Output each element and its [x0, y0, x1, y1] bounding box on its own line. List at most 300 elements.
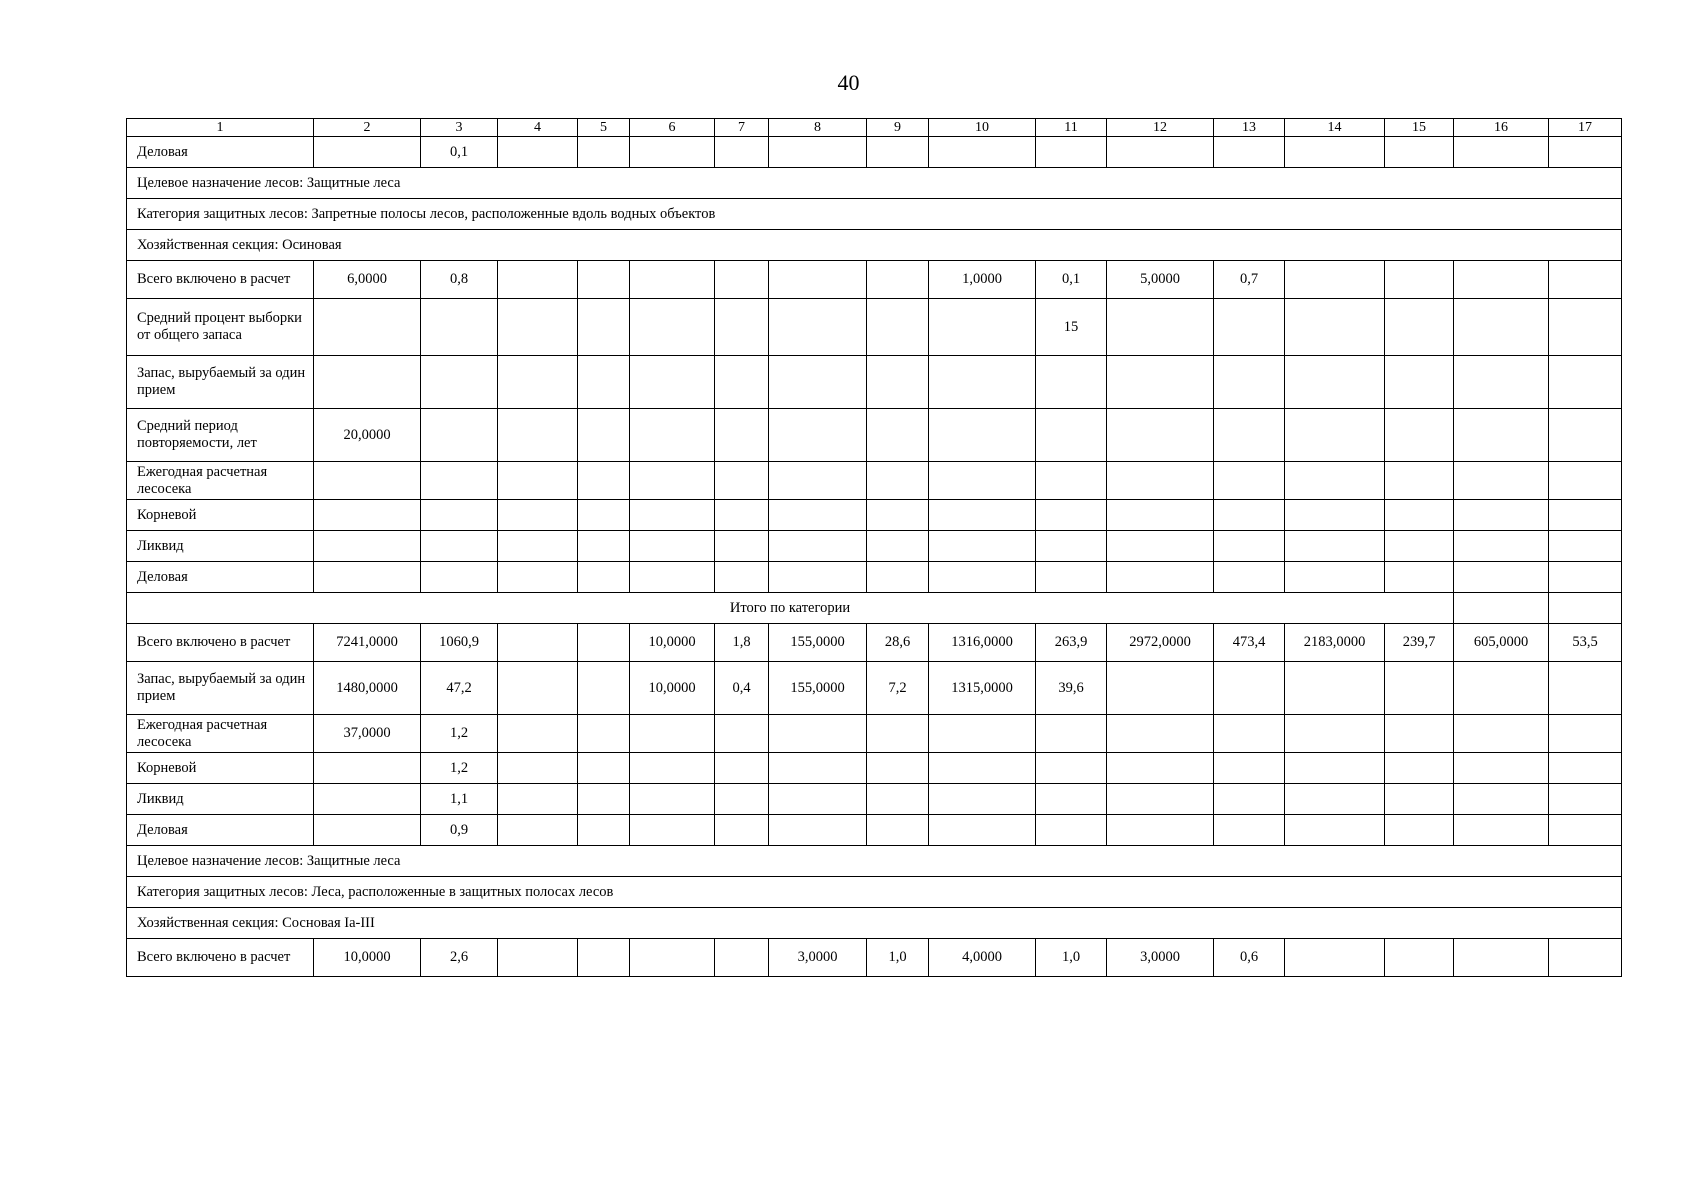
table-cell: [1107, 356, 1214, 409]
table-cell: [1454, 939, 1549, 977]
table-cell: [314, 753, 421, 784]
column-number-cell: 17: [1549, 119, 1622, 137]
column-number-cell: 15: [1385, 119, 1454, 137]
table-cell: [498, 562, 578, 593]
table-cell: [1285, 562, 1385, 593]
section-heading: Категория защитных лесов: Запретные полосы лесов, расположенные вдоль водных объектов: [127, 199, 1622, 230]
section-heading: Целевое назначение лесов: Защитные леса: [127, 846, 1622, 877]
table-cell: [769, 261, 867, 299]
table-cell: [1385, 356, 1454, 409]
row-label: Ежегодная расчетная лесосека: [127, 462, 314, 500]
table-cell: [314, 562, 421, 593]
table-cell: [1036, 500, 1107, 531]
table-cell: [929, 462, 1036, 500]
page-number: 40: [837, 70, 860, 95]
table-cell: [498, 531, 578, 562]
table-cell: [1454, 137, 1549, 168]
table-cell: [769, 815, 867, 846]
table-cell: 10,0000: [630, 624, 715, 662]
table-cell: [1549, 939, 1622, 977]
table-cell: [867, 531, 929, 562]
table-cell: [1285, 299, 1385, 356]
table-cell: [1036, 784, 1107, 815]
table-cell: [1549, 562, 1622, 593]
table-cell: [1214, 784, 1285, 815]
table-cell: 1060,9: [421, 624, 498, 662]
table-cell: [1214, 531, 1285, 562]
table-cell: 239,7: [1385, 624, 1454, 662]
section-heading-row: [127, 168, 1622, 199]
table-cell: 0,1: [421, 137, 498, 168]
table-cell: [769, 462, 867, 500]
table-cell: [1214, 409, 1285, 462]
table-cell: [314, 784, 421, 815]
table-cell: [314, 815, 421, 846]
table-cell: [715, 261, 769, 299]
table-cell: [1214, 815, 1285, 846]
table-cell: 37,0000: [314, 715, 421, 753]
table-cell: [314, 356, 421, 409]
table-cell: [1285, 409, 1385, 462]
table-cell: [867, 137, 929, 168]
table-cell: [1036, 356, 1107, 409]
table-cell: [769, 500, 867, 531]
table-row: [127, 261, 1622, 299]
table-cell: [498, 299, 578, 356]
table-cell: [1385, 784, 1454, 815]
table-cell: [314, 462, 421, 500]
table-cell: [1036, 137, 1107, 168]
table-cell: [578, 562, 630, 593]
table-cell: [498, 753, 578, 784]
table-cell: 1,1: [421, 784, 498, 815]
table-cell: [1214, 500, 1285, 531]
table-cell: [421, 531, 498, 562]
table-cell: [1285, 815, 1385, 846]
table-cell: [1454, 462, 1549, 500]
row-label: Деловая: [127, 815, 314, 846]
column-number-cell: 3: [421, 119, 498, 137]
table-cell: [929, 299, 1036, 356]
table-cell: [1454, 562, 1549, 593]
table-cell: [1549, 409, 1622, 462]
table-row: [127, 562, 1622, 593]
table-cell: [715, 500, 769, 531]
table-cell: [630, 299, 715, 356]
table-cell: [715, 753, 769, 784]
table-cell: [1036, 531, 1107, 562]
table-cell: [929, 531, 1036, 562]
section-heading: Хозяйственная секция: Сосновая Iа-III: [127, 908, 1622, 939]
table-cell: [630, 356, 715, 409]
table-cell: [630, 715, 715, 753]
table-cell: [1454, 753, 1549, 784]
table-cell: [715, 531, 769, 562]
table-cell: [421, 462, 498, 500]
table-row: [127, 753, 1622, 784]
table-cell: 2183,0000: [1285, 624, 1385, 662]
section-heading-row: [127, 846, 1622, 877]
table-cell: [578, 531, 630, 562]
column-number-cell: 8: [769, 119, 867, 137]
table-cell: [1285, 356, 1385, 409]
table-cell: [421, 409, 498, 462]
table-cell: [1549, 137, 1622, 168]
table-cell: 1316,0000: [929, 624, 1036, 662]
table-cell: [1549, 356, 1622, 409]
table-cell: [867, 261, 929, 299]
table-cell: [1454, 299, 1549, 356]
row-label: Запас, вырубаемый за один прием: [127, 356, 314, 409]
table-cell: [715, 409, 769, 462]
table-cell: [1385, 500, 1454, 531]
table-cell: 155,0000: [769, 624, 867, 662]
table-cell: [314, 137, 421, 168]
table-cell: 53,5: [1549, 624, 1622, 662]
column-number-cell: 1: [127, 119, 314, 137]
row-label: Средний период повторяемости, лет: [127, 409, 314, 462]
table-cell: 1,2: [421, 753, 498, 784]
table-cell: [630, 753, 715, 784]
table-cell: [867, 500, 929, 531]
table-cell: [578, 299, 630, 356]
table-cell: [1454, 261, 1549, 299]
table-cell: [630, 815, 715, 846]
column-number-cell: 13: [1214, 119, 1285, 137]
section-heading: Хозяйственная секция: Осиновая: [127, 230, 1622, 261]
table-cell: 4,0000: [929, 939, 1036, 977]
table-cell: [1385, 409, 1454, 462]
table-cell: 0,6: [1214, 939, 1285, 977]
table-cell: [1549, 261, 1622, 299]
table-cell: [578, 137, 630, 168]
table-cell: [867, 562, 929, 593]
table-cell: [1549, 500, 1622, 531]
column-number-cell: 6: [630, 119, 715, 137]
table-cell: 0,8: [421, 261, 498, 299]
row-label: Средний процент выборки от общего запаса: [127, 299, 314, 356]
table-cell: [867, 784, 929, 815]
table-cell: [314, 531, 421, 562]
column-number-row: [127, 119, 1622, 137]
table-cell: [1454, 815, 1549, 846]
column-number-cell: 10: [929, 119, 1036, 137]
table-cell: [1036, 409, 1107, 462]
table-cell: [578, 356, 630, 409]
table-cell: [498, 784, 578, 815]
table-cell: [715, 562, 769, 593]
table-cell: [715, 462, 769, 500]
table-cell: [867, 356, 929, 409]
table-cell: [498, 939, 578, 977]
table-cell: [867, 462, 929, 500]
category-total-heading: Итого по категории: [127, 593, 1454, 624]
table-cell: 6,0000: [314, 261, 421, 299]
row-label: Деловая: [127, 562, 314, 593]
table-cell: [1107, 662, 1214, 715]
table-row: [127, 500, 1622, 531]
table-cell: [715, 356, 769, 409]
table-cell: [1549, 662, 1622, 715]
table-cell: [1454, 531, 1549, 562]
table-cell: [578, 409, 630, 462]
table-cell: 473,4: [1214, 624, 1285, 662]
table-cell: [630, 531, 715, 562]
table-row: [127, 662, 1622, 715]
table-row: [127, 356, 1622, 409]
table-cell: [769, 137, 867, 168]
table-cell: [1214, 462, 1285, 500]
table-cell: 0,9: [421, 815, 498, 846]
table-cell: 0,7: [1214, 261, 1285, 299]
table-cell: [1285, 462, 1385, 500]
table-cell: 2,6: [421, 939, 498, 977]
table-cell: [1036, 462, 1107, 500]
table-cell: [929, 409, 1036, 462]
table-cell: [1385, 462, 1454, 500]
table-cell: [929, 500, 1036, 531]
table-cell: 5,0000: [1107, 261, 1214, 299]
category-total-row: [127, 593, 1622, 624]
table-cell: [498, 261, 578, 299]
row-label: Деловая: [127, 137, 314, 168]
table-cell: [1454, 662, 1549, 715]
table-cell: [630, 261, 715, 299]
table-cell: [578, 500, 630, 531]
forest-cutting-table: [126, 118, 1622, 977]
table-cell: [578, 462, 630, 500]
table-row: [127, 531, 1622, 562]
table-row: [127, 624, 1622, 662]
table-cell: [929, 784, 1036, 815]
table-cell: [1385, 261, 1454, 299]
table-cell: [421, 500, 498, 531]
table-cell: [498, 137, 578, 168]
table-row: [127, 784, 1622, 815]
table-cell: [421, 299, 498, 356]
table-cell: [1036, 715, 1107, 753]
table-cell: [769, 753, 867, 784]
column-number-cell: 2: [314, 119, 421, 137]
section-heading: Целевое назначение лесов: Защитные леса: [127, 168, 1622, 199]
table-cell: [578, 624, 630, 662]
table-cell: [578, 662, 630, 715]
table-cell: 1,0: [1036, 939, 1107, 977]
column-number-cell: 9: [867, 119, 929, 137]
table-cell: 47,2: [421, 662, 498, 715]
table-cell: 1480,0000: [314, 662, 421, 715]
table-cell: [929, 562, 1036, 593]
table-cell: [1036, 753, 1107, 784]
table-row: [127, 299, 1622, 356]
table-cell: [1385, 137, 1454, 168]
table-cell: [769, 562, 867, 593]
table-cell: [1107, 409, 1214, 462]
table-cell: [1285, 531, 1385, 562]
table-cell: [498, 356, 578, 409]
table-cell: [578, 261, 630, 299]
row-label: Ликвид: [127, 784, 314, 815]
table-cell: [1549, 784, 1622, 815]
table-cell: 10,0000: [314, 939, 421, 977]
table-cell: [929, 715, 1036, 753]
table-cell: 1,0000: [929, 261, 1036, 299]
table-cell: [1549, 299, 1622, 356]
table-cell: [929, 137, 1036, 168]
table-cell: [929, 356, 1036, 409]
table-cell: [1214, 715, 1285, 753]
column-number-cell: 12: [1107, 119, 1214, 137]
table-cell: [498, 715, 578, 753]
table-cell: [1214, 662, 1285, 715]
table-cell: [421, 562, 498, 593]
table-cell: 2972,0000: [1107, 624, 1214, 662]
table-row: [127, 137, 1622, 168]
table-cell: [578, 784, 630, 815]
table-cell: [867, 299, 929, 356]
table-cell: [314, 500, 421, 531]
table-row: [127, 462, 1622, 500]
table-cell: [1214, 356, 1285, 409]
column-number-cell: 7: [715, 119, 769, 137]
table-cell: [498, 462, 578, 500]
table-cell: [929, 753, 1036, 784]
table-cell: 263,9: [1036, 624, 1107, 662]
table-cell: [578, 815, 630, 846]
table-cell: [1107, 815, 1214, 846]
section-heading-row: [127, 908, 1622, 939]
row-label: Ликвид: [127, 531, 314, 562]
table-cell: [578, 715, 630, 753]
table-cell: [1285, 137, 1385, 168]
table-cell: 15: [1036, 299, 1107, 356]
table-cell: [1285, 500, 1385, 531]
table-cell: [1385, 939, 1454, 977]
table-cell: [1454, 500, 1549, 531]
column-number-cell: 11: [1036, 119, 1107, 137]
table-cell: [1549, 593, 1622, 624]
table-cell: [1385, 715, 1454, 753]
table-cell: [1107, 462, 1214, 500]
table-cell: [1107, 137, 1214, 168]
table-row: [127, 409, 1622, 462]
table-cell: [1107, 531, 1214, 562]
section-heading-row: [127, 199, 1622, 230]
table-cell: [578, 753, 630, 784]
section-heading: Категория защитных лесов: Леса, расположенные в защитных полосах лесов: [127, 877, 1622, 908]
table-cell: [867, 753, 929, 784]
table-cell: [314, 299, 421, 356]
table-cell: [867, 815, 929, 846]
table-cell: [630, 137, 715, 168]
table-cell: [1285, 939, 1385, 977]
table-cell: 0,4: [715, 662, 769, 715]
table-cell: [1454, 593, 1549, 624]
table-cell: 1,8: [715, 624, 769, 662]
table-cell: 3,0000: [769, 939, 867, 977]
table-cell: [1285, 662, 1385, 715]
table-cell: [630, 784, 715, 815]
column-number-cell: 4: [498, 119, 578, 137]
table-cell: 20,0000: [314, 409, 421, 462]
table-cell: [929, 815, 1036, 846]
table-cell: [630, 409, 715, 462]
table-cell: [1549, 531, 1622, 562]
table-cell: 1,0: [867, 939, 929, 977]
table-cell: [1214, 137, 1285, 168]
table-cell: [498, 624, 578, 662]
table-cell: [1285, 261, 1385, 299]
table-cell: 39,6: [1036, 662, 1107, 715]
row-label: Корневой: [127, 753, 314, 784]
table-cell: [1285, 784, 1385, 815]
table-cell: [1385, 299, 1454, 356]
section-heading-row: [127, 877, 1622, 908]
table-cell: [1285, 715, 1385, 753]
table-cell: [715, 715, 769, 753]
table-cell: [1107, 753, 1214, 784]
section-heading-row: [127, 230, 1622, 261]
table-cell: [630, 462, 715, 500]
table-cell: [715, 815, 769, 846]
row-label: Всего включено в расчет: [127, 624, 314, 662]
table-cell: [421, 356, 498, 409]
table-cell: [1214, 299, 1285, 356]
row-label: Ежегодная расчетная лесосека: [127, 715, 314, 753]
table-cell: [630, 500, 715, 531]
table-cell: [498, 662, 578, 715]
table-cell: [1385, 815, 1454, 846]
table-cell: [715, 784, 769, 815]
table-cell: [1549, 753, 1622, 784]
table-cell: [1549, 462, 1622, 500]
table-cell: 0,1: [1036, 261, 1107, 299]
table-cell: [1107, 299, 1214, 356]
table-cell: [715, 137, 769, 168]
row-label: Корневой: [127, 500, 314, 531]
table-cell: [1214, 753, 1285, 784]
table-cell: [1107, 562, 1214, 593]
table-cell: [498, 409, 578, 462]
table-cell: [769, 299, 867, 356]
table-cell: [1107, 784, 1214, 815]
table-cell: [1454, 356, 1549, 409]
table-cell: [1036, 815, 1107, 846]
table-cell: [1107, 715, 1214, 753]
table-cell: [769, 409, 867, 462]
table-cell: [1385, 662, 1454, 715]
table-cell: 7,2: [867, 662, 929, 715]
row-label: Запас, вырубаемый за один прием: [127, 662, 314, 715]
table-cell: [1036, 562, 1107, 593]
table-cell: [630, 939, 715, 977]
table-cell: [498, 815, 578, 846]
table-cell: [867, 409, 929, 462]
table-cell: [715, 939, 769, 977]
table-cell: [630, 562, 715, 593]
column-number-cell: 5: [578, 119, 630, 137]
row-label: Всего включено в расчет: [127, 261, 314, 299]
table-cell: 7241,0000: [314, 624, 421, 662]
table-cell: [715, 299, 769, 356]
table-cell: 1,2: [421, 715, 498, 753]
table-cell: [769, 531, 867, 562]
table-cell: [769, 356, 867, 409]
table-cell: [578, 939, 630, 977]
column-number-cell: 16: [1454, 119, 1549, 137]
row-label: Всего включено в расчет: [127, 939, 314, 977]
table-row: [127, 815, 1622, 846]
